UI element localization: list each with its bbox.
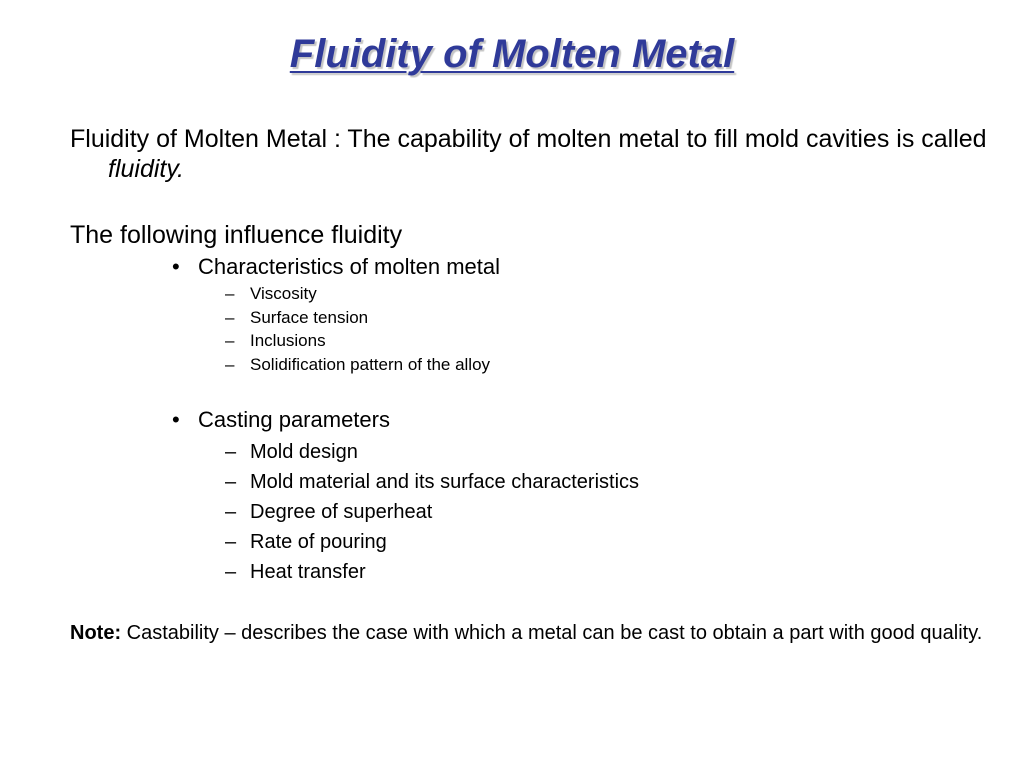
definition-paragraph	[70, 124, 1008, 184]
bullet-label: Casting parameters	[198, 407, 390, 432]
sub-item	[225, 529, 387, 555]
sub-item-label: Surface tension	[250, 308, 369, 327]
dash-icon: –	[225, 308, 235, 327]
sub-item-label: Degree of superheat	[250, 501, 433, 523]
dash-icon: –	[225, 501, 237, 523]
sub-item	[225, 283, 317, 305]
sub-item-label: Inclusions	[250, 331, 326, 350]
dash-icon: –	[225, 355, 235, 374]
sub-item-label: Viscosity	[250, 284, 317, 303]
note-paragraph	[70, 620, 1008, 646]
sub-item-label: Rate of pouring	[250, 531, 387, 553]
dash-icon: –	[225, 471, 237, 493]
sub-item	[225, 439, 358, 465]
bullet-dot-icon: •	[172, 254, 180, 279]
definition-text: Fluidity of Molten Metal : The capability of molten metal to fill mold cavities is called	[70, 125, 987, 153]
sub-item-label: Heat transfer	[250, 561, 366, 583]
sub-item-label: Mold design	[250, 441, 358, 463]
dash-icon: –	[225, 284, 235, 303]
influence-heading: The following influence fluidity	[70, 221, 403, 249]
slide-title: Fluidity of Molten Metal	[289, 32, 735, 76]
dash-icon: –	[225, 531, 237, 553]
bullet-label: Characteristics of molten metal	[198, 254, 500, 279]
dash-icon: –	[225, 561, 237, 583]
bullet-characteristics	[172, 253, 500, 281]
bullet-casting-parameters	[172, 406, 390, 434]
sub-item	[225, 354, 490, 376]
sub-item	[225, 559, 366, 585]
dash-icon: –	[225, 441, 237, 463]
note-text: Castability – describes the case with which a metal can be cast to obtain a part with good quality.	[121, 622, 983, 644]
sub-item	[225, 499, 432, 525]
sub-item-label: Mold material and its surface characteristics	[250, 471, 640, 493]
sub-item	[225, 330, 326, 352]
bullet-dot-icon: •	[172, 407, 180, 432]
sub-item	[225, 469, 639, 495]
dash-icon: –	[225, 331, 235, 350]
definition-emphasis: fluidity.	[108, 155, 184, 183]
sub-item	[225, 307, 368, 329]
sub-item-label: Solidification pattern of the alloy	[250, 355, 491, 374]
note-label: Note:	[70, 622, 122, 644]
